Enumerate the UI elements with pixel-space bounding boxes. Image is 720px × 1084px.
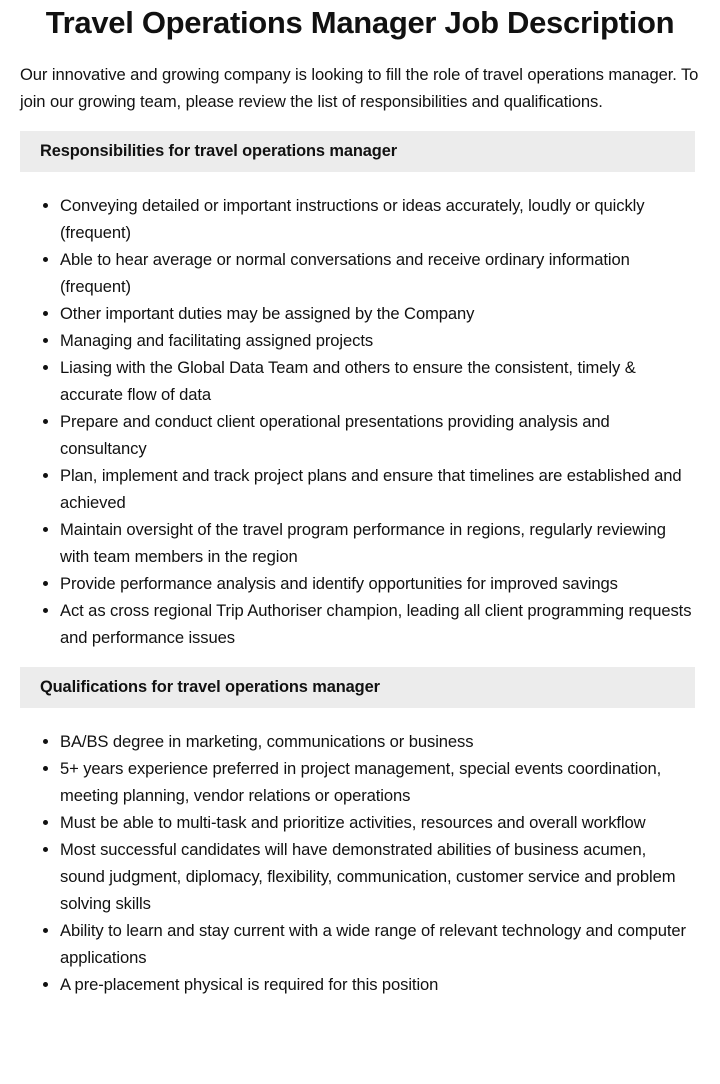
qualifications-list [0,728,695,998]
list-item: • BA/BS degree in marketing, communications or business [60,728,695,755]
list-item: • Other important duties may be assigned by the Company [60,300,695,327]
list-item: • A pre-placement physical is required for this position [60,971,695,998]
list-item: • Act as cross regional Trip Authoriser champion, leading all client programming requests and performance issues [60,597,695,651]
list-item: • Ability to learn and stay current with a wide range of relevant technology and computer applications [60,917,695,971]
list-item: • 5+ years experience preferred in project management, special events coordination, meeting planning, vendor relations or operations [60,755,695,809]
intro-paragraph: Our innovative and growing company is looking to fill the role of travel operations manager. To join our growing team, please review the list of responsibilities and qualifications. [20,65,699,111]
list-item: • Managing and facilitating assigned projects [60,327,695,354]
list-item: • Able to hear average or normal conversations and receive ordinary information (frequent) [60,246,695,300]
list-item: • Maintain oversight of the travel program performance in regions, regularly reviewing with team members in the region [60,516,695,570]
qualifications-heading: Qualifications for travel operations manager [20,667,695,708]
list-item: • Conveying detailed or important instructions or ideas accurately, loudly or quickly (frequent) [60,192,695,246]
list-item: • Plan, implement and track project plans and ensure that timelines are established and achieved [60,462,695,516]
list-item: • Liasing with the Global Data Team and others to ensure the consistent, timely & accurate flow of data [60,354,695,408]
list-item: • Prepare and conduct client operational presentations providing analysis and consultancy [60,408,695,462]
list-item: • Most successful candidates will have demonstrated abilities of business acumen, sound judgment, diplomacy, flexibility, communication, customer service and problem solving skills [60,836,695,917]
list-item: • Must be able to multi-task and prioritize activities, resources and overall workflow [60,809,695,836]
responsibilities-list [0,192,695,651]
responsibilities-heading: Responsibilities for travel operations manager [20,131,695,172]
list-item: • Provide performance analysis and identify opportunities for improved savings [60,570,695,597]
page-title: Travel Operations Manager Job Description [45,5,675,40]
